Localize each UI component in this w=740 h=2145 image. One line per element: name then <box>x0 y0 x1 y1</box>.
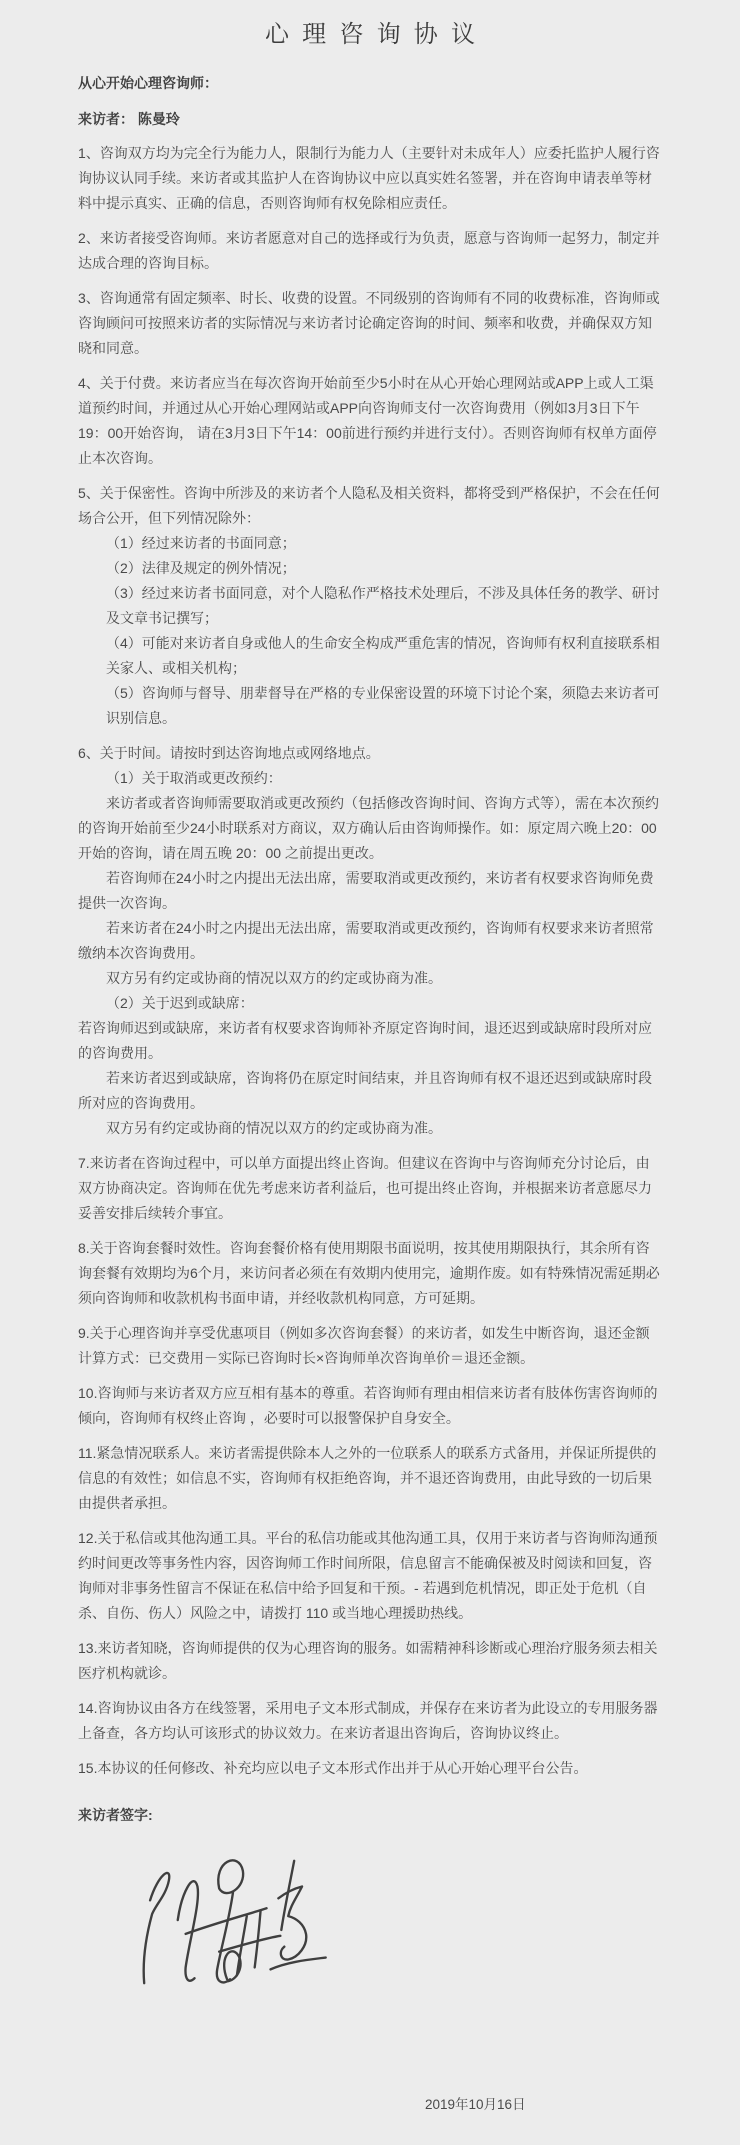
clause-15: 15.本协议的任何修改、补充均应以电子文本形式作出并于从心开始心理平台公告。 <box>78 1760 588 1776</box>
clause-11: 11.紧急情况联系人。来访者需提供除本人之外的一位联系人的联系方式备用，并保证所提供的信息的有效性；如信息不实，咨询师有权拒绝咨询，并不退还咨询费用，由此导致的一切后果由提供者承担。 <box>78 1445 657 1511</box>
clause-9: 9.关于心理咨询并享受优惠项目（例如多次咨询套餐）的来访者，如发生中断咨询，退还金额计算方式：已交费用－实际已咨询时长×咨询师单次咨询单价＝退还金额。 <box>78 1325 650 1366</box>
clause-13: 13.来访者知晓，咨询师提供的仅为心理咨询的服务。如需精神科诊断或心理治疗服务须去相关医疗机构就诊。 <box>78 1640 658 1681</box>
clause-6-sub-2-title: （2）关于迟到或缺席： <box>106 995 254 1011</box>
counselor-line: 从心开始心理咨询师： <box>78 75 218 91</box>
clause-6-sub-1-text-d: 双方另有约定或协商的情况以双方的约定或协商为准。 <box>106 970 442 986</box>
clause-6-sub-1-text-c: 若来访者在24小时之内提出无法出席，需要取消或更改预约，咨询师有权要求来访者照常缴纳本次咨询费用。 <box>78 920 654 961</box>
clause-1: 1、咨询双方均为完全行为能力人，限制行为能力人（主要针对未成年人）应委托监护人履行咨询协议认同手续。来访者或其监护人在咨询协议中应以真实姓名签署，并在咨询申请表单等材料中提示真实、正确的信息，否则咨询师有权免除相应责任。 <box>78 145 660 211</box>
clause-6-sub-1-title: （1）关于取消或更改预约： <box>106 770 282 786</box>
clause-14: 14.咨询协议由各方在线签署，采用电子文本形式制成，并保存在来访者为此设立的专用服务器上备查，各方均认可该形式的协议效力。在来访者退出咨询后，咨询协议终止。 <box>78 1700 658 1741</box>
clause-5-item-3: （3）经过来访者书面同意，对个人隐私作严格技术处理后，不涉及具体任务的教学、研讨及文章书记撰写； <box>106 585 660 626</box>
clause-12: 12.关于私信或其他沟通工具。平台的私信功能或其他沟通工具，仅用于来访者与咨询师沟通预约时间更改等事务性内容，因咨询师工作时间所限，信息留言不能确保被及时阅读和回复，咨询师对非事务性留言不保证在私信中给予回复和干预。- 若遇到危机情况，即正处于危机（自杀、自伤、伤人）风险之中，请拨打 110 或当地心理援助热线。 <box>78 1530 658 1621</box>
clause-2: 2、来访者接受咨询师。来访者愿意对自己的选择或行为负责，愿意与咨询师一起努力，制定并达成合理的咨询目标。 <box>78 230 660 271</box>
clause-7: 7.来访者在咨询过程中，可以单方面提出终止咨询。但建议在咨询中与咨询师充分讨论后，由双方协商决定。咨询师在优先考虑来访者利益后，也可提出终止咨询，并根据来访者意愿尽力妥善安排后续转介事宜。 <box>78 1155 652 1221</box>
signature-strokes <box>126 1849 338 1997</box>
clause-8: 8.关于咨询套餐时效性。咨询套餐价格有使用期限书面说明，按其使用期限执行，其余所有咨询套餐有效期均为6个月，来访问者必须在有效期内使用完，逾期作废。如有特殊情况需延期必须向咨询师和收款机构书面申请，并经收款机构同意，方可延期。 <box>78 1240 660 1306</box>
clause-6-sub-2-text-a: 若咨询师迟到或缺席，来访者有权要求咨询师补齐原定咨询时间，退还迟到或缺席时段所对应的咨询费用。 <box>78 1020 652 1061</box>
clause-5-item-2: （2）法律及规定的例外情况； <box>106 560 296 576</box>
document-date: 2019年10月16日 <box>425 2097 526 2112</box>
visitor-signature-image <box>126 1849 338 1997</box>
clause-5-item-4: （4）可能对来访者自身或他人的生命安全构成严重危害的情况，咨询师有权利直接联系相关家人、或相关机构； <box>106 635 660 676</box>
clause-6-intro: 6、关于时间。请按时到达咨询地点或网络地点。 <box>78 745 380 761</box>
clause-10: 10.咨询师与来访者双方应互相有基本的尊重。若咨询师有理由相信来访者有肢体伤害咨询师的倾向，咨询师有权终止咨询 ，必要时可以报警保护自身安全。 <box>78 1385 658 1426</box>
clause-5 <box>78 481 662 731</box>
clause-5-item-1: （1）经过来访者的书面同意； <box>106 535 296 551</box>
clause-3: 3、咨询通常有固定频率、时长、收费的设置。不同级别的咨询师有不同的收费标准，咨询师或咨询顾问可按照来访者的实际情况与来访者讨论确定咨询的时间、频率和收费，并确保双方知晓和同意。 <box>78 290 660 356</box>
clause-6-sub-1-text-a: 来访者或者咨询师需要取消或更改预约（包括修改咨询时间、咨询方式等），需在本次预约的咨询开始前至少24小时联系对方商议，双方确认后由咨询师操作。如：原定周六晚上20：00 开始的咨询，请在周五晚 20：00 之前提出更改。 <box>78 795 659 861</box>
clause-6-sub-1-text-b: 若咨询师在24小时之内提出无法出席，需要取消或更改预约，来访者有权要求咨询师免费提供一次咨询。 <box>78 870 654 911</box>
signature-label: 来访者签字: <box>78 1807 153 1823</box>
clause-5-item-5: （5）咨询师与督导、朋辈督导在严格的专业保密设置的环境下讨论个案，须隐去来访者可识别信息。 <box>106 685 660 726</box>
clause-5-intro: 5、关于保密性。咨询中所涉及的来访者个人隐私及相关资料，都将受到严格保护，不会在任何场合公开，但下列情况除外： <box>78 485 660 526</box>
document-title: 心理咨询协议 <box>264 21 489 48</box>
clause-6 <box>78 741 662 1141</box>
clause-6-sub-2-text-c: 双方另有约定或协商的情况以双方的约定或协商为准。 <box>106 1120 442 1136</box>
visitor-line: 来访者： 陈曼玲 <box>78 111 180 127</box>
clause-4: 4、关于付费。来访者应当在每次咨询开始前至少5小时在从心开始心理网站或APP上或人工渠道预约时间，并通过从心开始心理网站或APP向咨询师支付一次咨询费用（例如3月3日下午19：00开始咨询， 请在3月3日下午14：00前进行预约并进行支付）。否则咨询师有权单方面停止本次咨询。 <box>78 375 657 466</box>
clause-6-sub-2-text-b: 若来访者迟到或缺席，咨询将仍在原定时间结束，并且咨询师有权不退还迟到或缺席时段所对应的咨询费用。 <box>78 1070 652 1111</box>
